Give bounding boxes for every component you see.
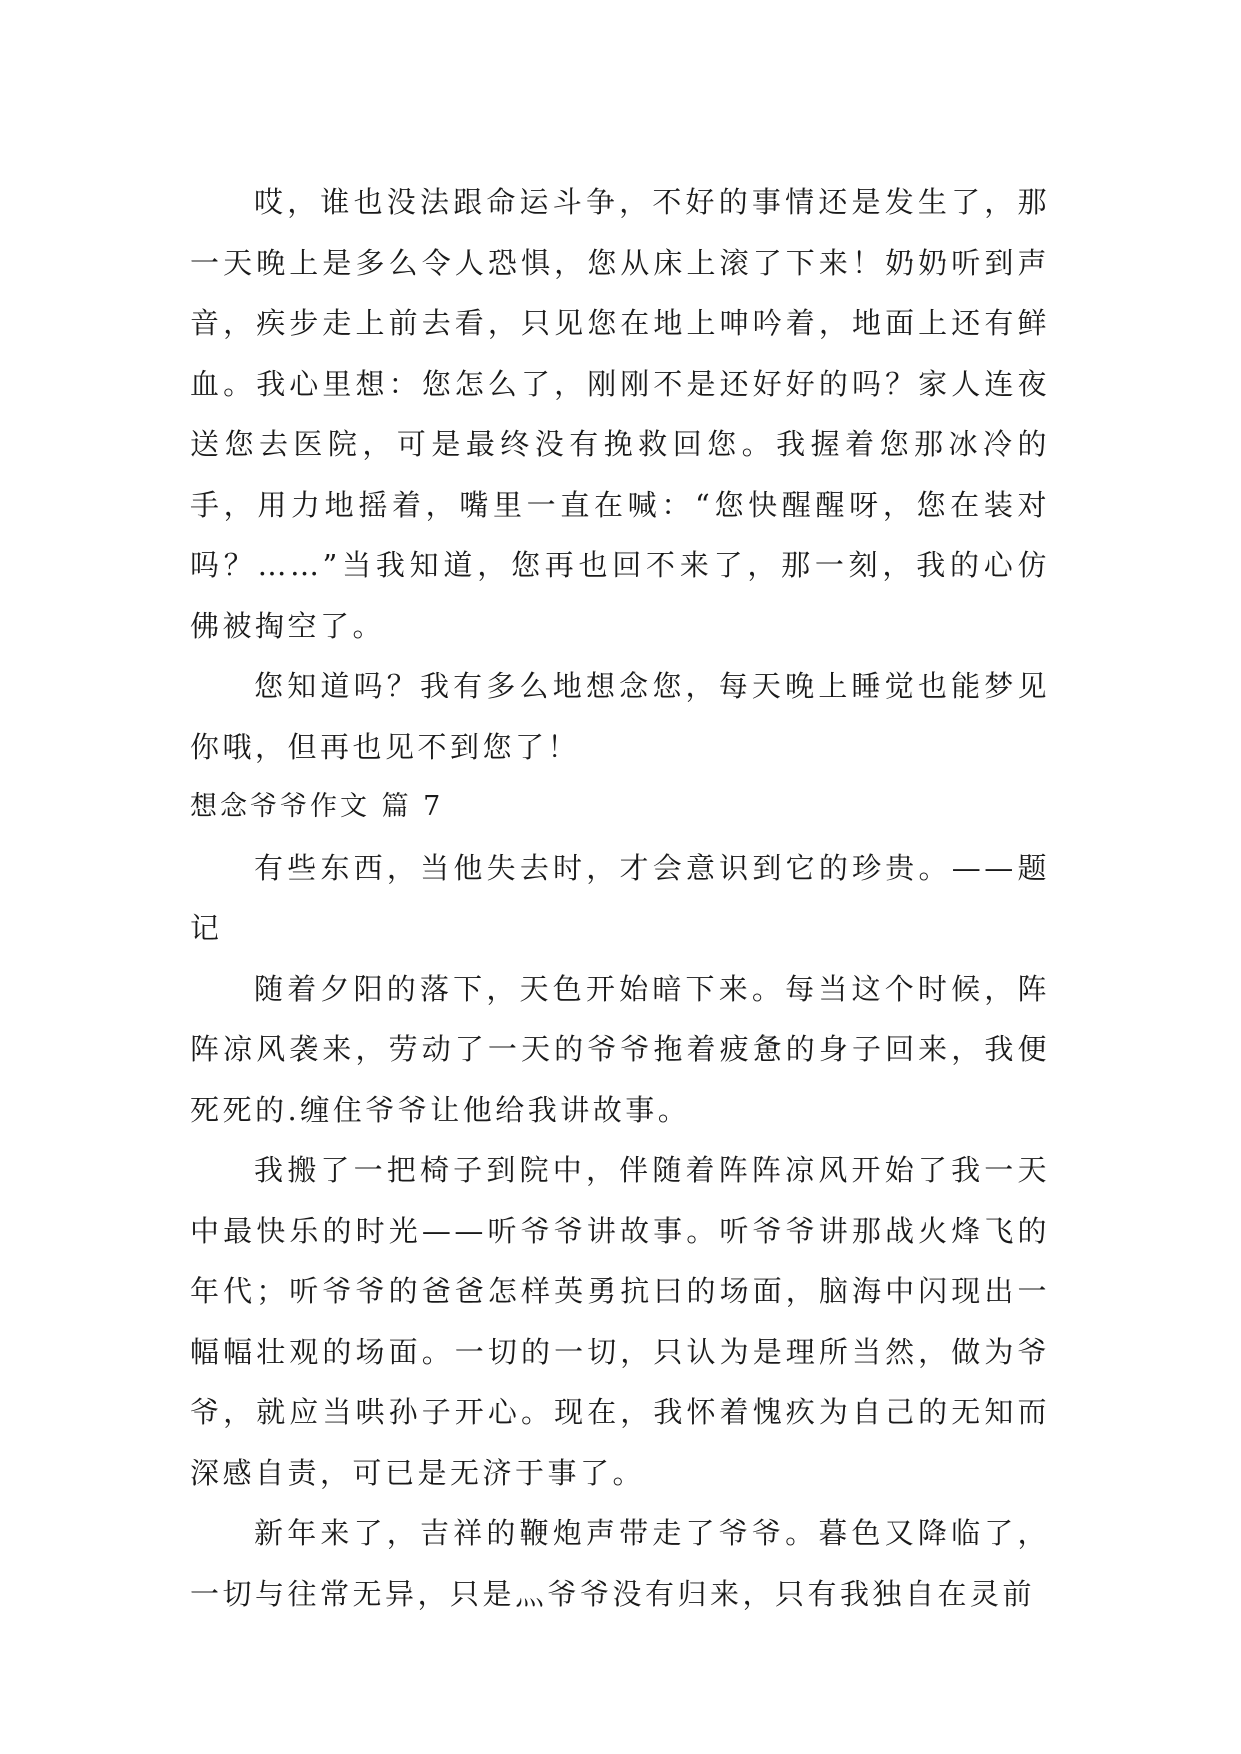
paragraph: 新年来了，吉祥的鞭炮声带走了爷爷。暮色又降临了，一切与往常无异，只是灬爷爷没有归来，只有我独自在灵前 xyxy=(190,1516,1050,1611)
section-title: 想念爷爷作文 篇 7 xyxy=(190,791,444,822)
paragraph: 有些东西，当他失去时，才会意识到它的珍贵。——题记 xyxy=(190,850,1050,945)
paragraph: 您知道吗？我有多么地想念您，每天晚上睡觉也能梦见你哦，但再也见不到您了！ xyxy=(190,669,1050,764)
document-body xyxy=(190,172,1050,1624)
paragraph: 哎，谁也没法跟命运斗争，不好的事情还是发生了，那一天晚上是多么令人恐惧，您从床上滚了下来！奶奶听到声音，疾步走上前去看，只见您在地上呻吟着，地面上还有鲜血。我心里想：您怎么了，刚刚不是还好好的吗？家人连夜送您去医院，可是最终没有挽救回您。我握着您那冰冷的手，用力地摇着，嘴里一直在喊：“您快醒醒呀，您在装对吗？……”当我知道，您再也回不来了，那一刻，我的心仿佛被掏空了。 xyxy=(190,185,1050,643)
paragraph: 随着夕阳的落下，天色开始暗下来。每当这个时候，阵阵凉风袭来，劳动了一天的爷爷拖着疲惫的身子回来，我便死死的.缠住爷爷让他给我讲故事。 xyxy=(190,971,1050,1127)
paragraph: 我搬了一把椅子到院中，伴随着阵阵凉风开始了我一天中最快乐的时光——听爷爷讲故事。听爷爷讲那战火烽飞的年代；听爷爷的爸爸怎样英勇抗曰的场面，脑海中闪现出一幅幅壮观的场面。一切的一切，只认为是理所当然，做为爷爷，就应当哄孙子开心。现在，我怀着愧疚为自己的无知而深感自责，可已是无济于事了。 xyxy=(190,1153,1050,1490)
